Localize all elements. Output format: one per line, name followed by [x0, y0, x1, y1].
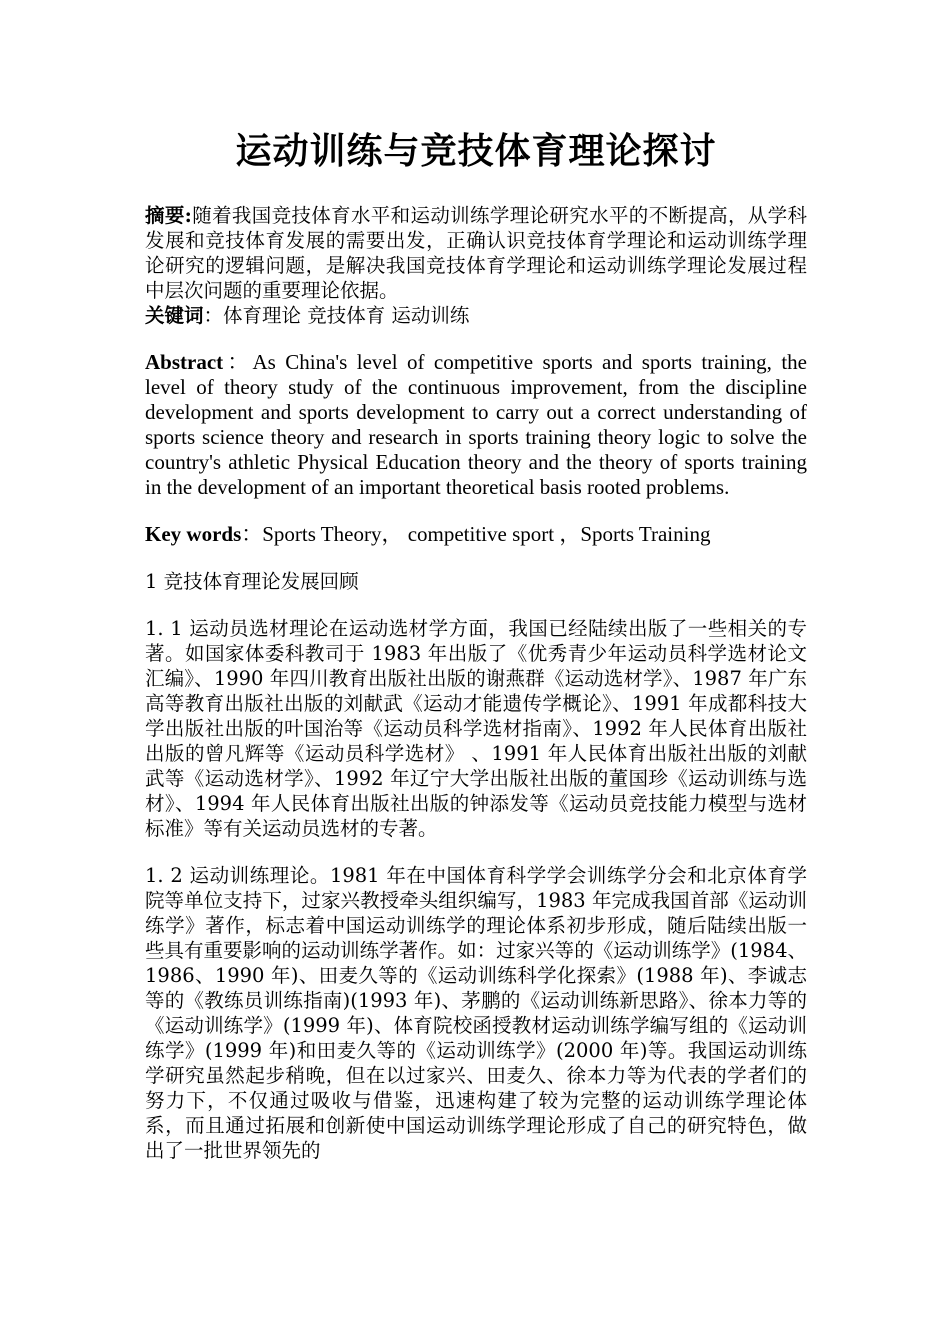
keywords-en-label: Key words: [145, 522, 242, 546]
abstract-cn-label: 摘要:: [145, 204, 192, 227]
document-page: [145, 125, 807, 1163]
section-1-2-paragraph: 1. 2 运动训练理论。1981 年在中国体育科学学会训练学分会和北京体育学院等单位支持下，过家兴教授牵头组织编写，1983 年完成我国首部《运动训练学》著作，标志着中国运动训练学的理论体系初步形成，随后陆续出版一些具有重要影响的运动训练学著作。如：过家兴等的《运动训练学》(1984、1986、1990 年)、田麦久等的《运动训练科学化探索》(1988 年)、李诚志等的《教练员训练指南)(1993 年)、茅鹏的《运动训练新思路》、徐本力等的《运动训练学》(1999 年)、体育院校函授教材运动训练学编写组的《运动训练学》(1999 年)和田麦久等的《运动训练学》(2000 年)等。我国运动训练学研究虽然起步稍晚，但在以过家兴、田麦久、徐本力等为代表的学者们的努力下，不仅通过吸收与借鉴，迅速构建了较为完整的运动训练学理论体系，而且通过拓展和创新使中国运动训练学理论形成了自己的研究特色，做出了一批世界领先的: [145, 864, 807, 1162]
abstract-en-text: ：As China's level of competitive sports and sports training, the level of theory study of the continuous improvement, from the discipline development and sports development to carry out a correct understanding of sports science theory and research in sports training theory logic to solve the country's athletic Physical Education theory and the theory of sports training in the development of an important theoretical basis rooted problems.: [145, 350, 807, 499]
abstract-en: [145, 350, 807, 500]
abstract-cn: [145, 203, 807, 303]
keywords-cn: [145, 303, 807, 328]
keywords-cn-label: 关键词: [145, 304, 204, 327]
keywords-en: [145, 522, 807, 547]
keywords-en-text: ：Sports Theory， competitive sport ，Sports Training: [241, 522, 711, 546]
keywords-cn-text: ：体育理论 竞技体育 运动训练: [203, 304, 470, 327]
section-heading: 1 竞技体育理论发展回顾: [145, 570, 359, 593]
abstract-cn-text: 随着我国竞技体育水平和运动训练学理论研究水平的不断提高，从学科发展和竞技体育发展的需要出发，正确认识竞技体育学理论和运动训练学理论研究的逻辑问题，是解决我国竞技体育学理论和运动训练学理论发展过程中层次问题的重要理论依据。: [145, 204, 807, 302]
abstract-en-label: Abstract: [145, 350, 224, 374]
section-1-1-paragraph: 1. 1 运动员选材理论在运动选材学方面，我国已经陆续出版了一些相关的专著。如国家体委科教司于 1983 年出版了《优秀青少年运动员科学选材论文汇编》、1990 年四川教育出版社出版的谢燕群《运动选材学》、1987 年广东高等教育出版社出版的刘献武《运动才能遗传学概论》、1991 年成都科技大学出版社出版的叶国治等《运动员科学选材指南》、1992 年人民体育出版社出版的曾凡辉等《运动员科学选材》 、1991 年人民体育出版社出版的刘献武等《运动选材学》、1992 年辽宁大学出版社出版的董国珍《运动训练与选材》、1994 年人民体育出版社出版的钟添发等《运动员竞技能力模型与选材标准》等有关运动员选材的专著。: [145, 617, 807, 840]
document-title: 运动训练与竞技体育理论探讨: [235, 130, 717, 172]
